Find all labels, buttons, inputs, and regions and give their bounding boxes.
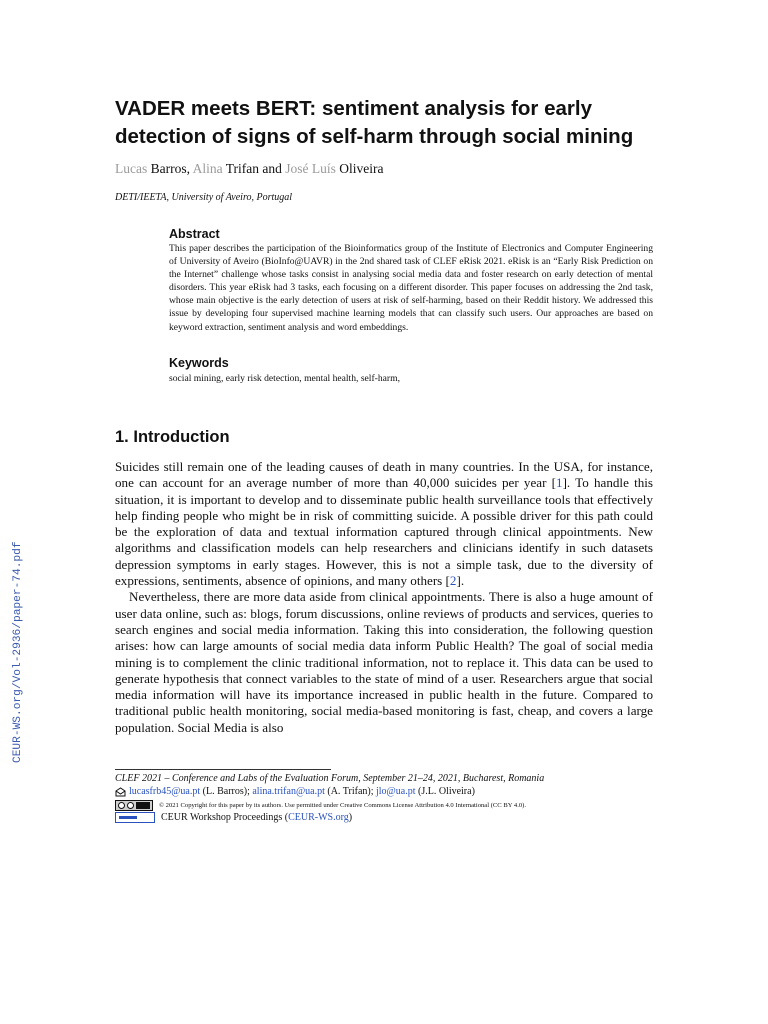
introduction-body (115, 459, 653, 736)
keywords-heading: Keywords (169, 356, 229, 370)
author-list (115, 160, 384, 178)
email-line (115, 786, 475, 797)
email-link[interactable]: lucasfrb45@ua.pt (129, 786, 201, 797)
ceur-text: CEUR Workshop Proceedings ( (161, 812, 289, 823)
section-heading (115, 426, 230, 448)
by-box-icon (136, 802, 150, 809)
copyright-line (115, 800, 526, 811)
mail-icon (115, 787, 126, 797)
author-first-name: José Luís (285, 161, 336, 176)
abstract-text: This paper describes the participation of the Bioinformatics group of the Institute of Electronics and Computer Engineering of University of Aveiro (BioInfo@UAVR) in the 2nd shared task of CLEF eRisk 2021. eRisk is an “Early Risk Prediction on the Internet” challenge whose tasks consist in analysing social media data and foster research on early detection of mental disorders. This year eRisk had 3 tasks, each focusing on a different disorder. This paper focuses on addressing the 2nd task, whose main objective is the early detection of users at risk of self-harming, based on their Reddit history. We addressed this issue by developing four supervised machine learning models that can classify such users. Our approaches are based on keyword extraction, sentiment analysis and word embeddings. (169, 243, 653, 333)
affiliation: DETI/IEETA, University of Aveiro, Portugal (115, 192, 293, 203)
author-last-name: Trifan (225, 161, 260, 176)
paragraph: Nevertheless, there are more data aside from clinical appointments. There is also a huge amount of user data online, such as: blogs, forum discussions, online reviews of products and services, queries to search engines and social media information. Taking this into consideration, the following question arises: how can large amounts of social media data inform Public Health? The goal of social media mining is to complement the clinic traditional information, not to replace it. This data can be used to generate hypothesis that connect variables to the state of mind of a user. Researchers argue that social media information will have its importance increased in public health in the future. Compared to traditional public health monitoring, social media-based monitoring is fast, cheap, and covers a large population. Social Media is also (115, 589, 653, 735)
citation-link[interactable]: 2 (449, 573, 457, 589)
author-first-name: Lucas (115, 161, 148, 176)
copyright-text: © 2021 Copyright for this paper by its authors. Use permitted under Creative Commons License Attribution 4.0 International (CC BY 4.0). (159, 802, 526, 809)
email-link[interactable]: alina.trifan@ua.pt (252, 786, 325, 797)
abstract-heading: Abstract (169, 227, 220, 241)
by-circle-icon (127, 802, 134, 809)
author-separator: , (186, 161, 190, 176)
paragraph (115, 459, 653, 589)
email-owner: (A. Trifan); (324, 786, 376, 797)
email-owner: (J.L. Oliveira) (415, 786, 475, 797)
paragraph-text: ]. To handle this situation, it is important to develop and to disseminate public health surveillance tools that effectively help finding people who might be in risk of committing suicide. A possible driver for this path could be the exploration of data and textual information captured through clinical appointments. New algorithms and classification models can help researchers and clinicians identify in such datasets depression symptoms in early stages. However, this is not a simple task, due to the diversity of expressions, sentiments, absence of opinions, and many others [ (115, 475, 653, 589)
author-separator: and (262, 161, 282, 176)
ceur-line (115, 812, 352, 823)
author-last-name: Barros (150, 161, 187, 176)
paper-title: VADER meets BERT: sentiment analysis for early detection of signs of self-harm through social mining (115, 97, 634, 148)
email-link[interactable]: jlo@ua.pt (376, 786, 416, 797)
footnote-divider (115, 769, 331, 770)
paragraph-text: ]. (456, 573, 465, 589)
section-title: Introduction (133, 428, 230, 446)
email-owner: (L. Barros); (200, 786, 253, 797)
author-last-name: Oliveira (339, 161, 384, 176)
sidebar-url-link[interactable]: CEUR-WS.org/Vol-2936/paper-74.pdf (12, 541, 24, 763)
ceur-link[interactable]: CEUR-WS.org (288, 812, 349, 823)
conference-note: CLEF 2021 – Conference and Labs of the Evaluation Forum, September 21–24, 2021, Bucharest, Romania (115, 773, 545, 784)
section-number: 1. (115, 428, 129, 446)
ceur-suffix: ) (348, 812, 353, 823)
cc-by-badge (115, 800, 153, 811)
keywords-text: social mining, early risk detection, mental health, self-harm, (169, 373, 400, 384)
cc-circle-icon (118, 802, 125, 809)
citation-link[interactable]: 1 (556, 475, 563, 491)
ceur-logo (115, 812, 155, 823)
author-first-name: Alina (192, 161, 223, 176)
paragraph-text: Suicides still remain one of the leading causes of death in many countries. In the USA, for instance, one can account for an average number of more than 40,000 suicides per year [ (115, 459, 653, 491)
